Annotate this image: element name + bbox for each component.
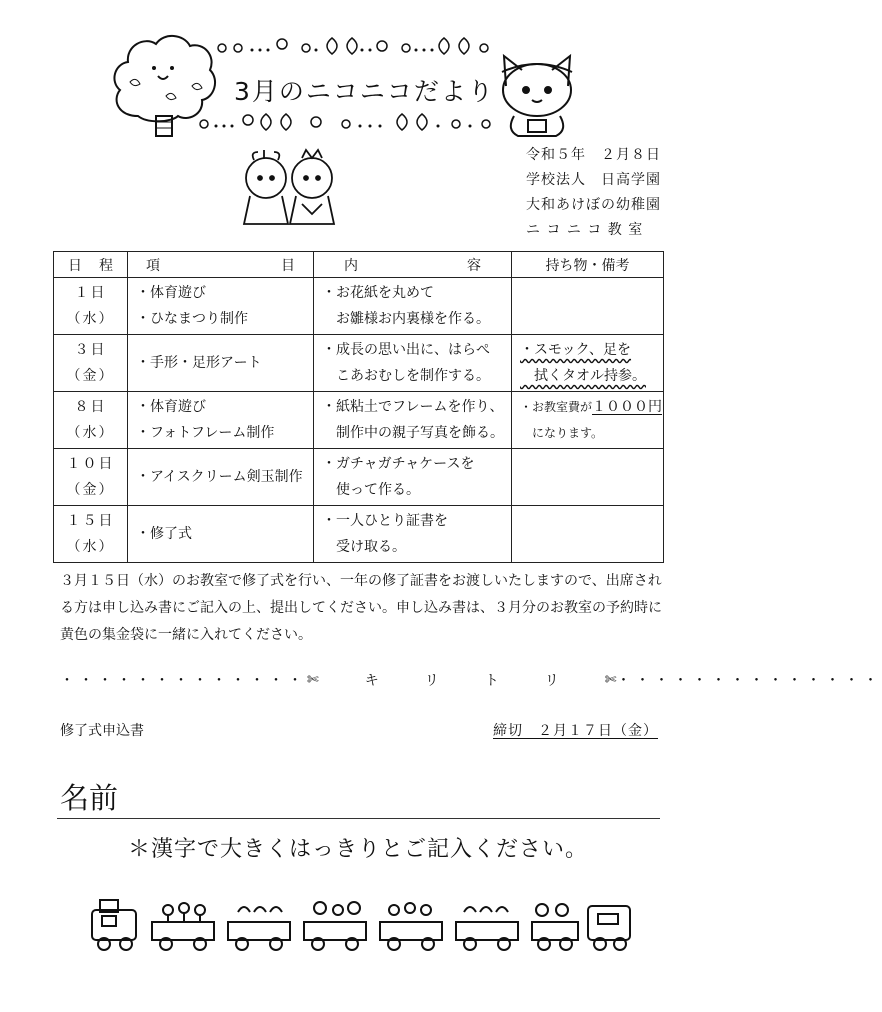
row-notes (512, 278, 664, 335)
header-item: 項 目 (128, 252, 314, 278)
row-date: １０日（金） (54, 449, 128, 506)
garland-bottom (196, 110, 496, 136)
row-notes: ・スモック、足を 拭くタオル持参。 (512, 335, 664, 392)
cut-letter: ト (484, 673, 499, 689)
table-row (54, 392, 664, 449)
row-content: ・成長の思い出に、はらぺ こあおむしを制作する。 (314, 335, 512, 392)
garland-top (212, 34, 492, 60)
table-row (54, 278, 664, 335)
school-corporation: 学校法人 日高学園 (526, 172, 661, 188)
kindergarten-name: 大和あけぼの幼稚園 (526, 197, 661, 213)
scissors-icon: ✄ (307, 672, 319, 688)
row-notes (512, 449, 664, 506)
cut-letter: キ (364, 673, 379, 689)
row-items: ・アイスクリーム剣玉制作 (128, 449, 314, 506)
cat-mascot-illustration (494, 46, 580, 142)
header-schedule: 日 程 (54, 252, 128, 278)
name-instruction: ＊漢字で大きくはっきりとご記入ください。 (127, 837, 588, 862)
table-row (54, 449, 664, 506)
cut-letter: リ (424, 673, 439, 689)
row-items: ・体育遊び ・フォトフレーム制作 (128, 392, 314, 449)
name-label: 名前 (60, 781, 119, 815)
issue-date: 令和５年 ２月８日 (526, 147, 661, 163)
fee-amount: １０００円 (592, 399, 663, 415)
hina-dolls-illustration (240, 148, 340, 232)
row-items: ・手形・足形アート (128, 335, 314, 392)
cut-letter: リ (544, 673, 559, 689)
table-row (54, 506, 664, 563)
train-illustration (88, 892, 636, 954)
row-notes (512, 506, 664, 563)
schedule-table (53, 251, 664, 563)
announcement-text: ３月１５日（水）のお教室で修了式を行い、一年の修了証書をお渡しいたしますので、出席される方は申し込み書にご記入の上、提出してください。申し込み書は、３月分のお教室の予約時に黄色の集金袋に一緒に入れてください。 (60, 573, 662, 643)
row-date: １５日（水） (54, 506, 128, 563)
scissors-icon: ✄ (604, 672, 617, 688)
table-row (54, 335, 664, 392)
row-content: ・一人ひとり証書を 受け取る。 (314, 506, 512, 563)
form-title: 修了式申込書 (60, 723, 144, 739)
row-items: ・修了式 (128, 506, 314, 563)
cut-dots-left: ・・・・・・・・・・・・・ (60, 673, 307, 689)
cut-label (307, 670, 616, 690)
header-content: 内 容 (314, 252, 512, 278)
row-date: １日（水） (54, 278, 128, 335)
cut-line (60, 670, 882, 690)
classroom-name: ニ コ ニ コ 教 室 (526, 222, 644, 238)
row-notes: ・お教室費が１０００円 になります。 (512, 392, 664, 449)
table-header-row (54, 252, 664, 278)
row-content: ・紙粘土でフレームを作り、 制作中の親子写真を飾る。 (314, 392, 512, 449)
header-notes: 持ち物・備考 (512, 252, 664, 278)
page-title: 3月のニコニコだより (234, 77, 495, 106)
row-items: ・体育遊び ・ひなまつり制作 (128, 278, 314, 335)
name-write-line[interactable] (57, 818, 660, 819)
row-date: ８日（水） (54, 392, 128, 449)
row-content: ・ガチャガチャケースを 使って作る。 (314, 449, 512, 506)
form-deadline: 締切 ２月１７日（金） (493, 723, 658, 739)
cut-dots-right: ・・・・・・・・・・・・・・ (616, 673, 882, 689)
row-content: ・お花紙を丸めて お雛様お内裏様を作る。 (314, 278, 512, 335)
row-date: ３日（金） (54, 335, 128, 392)
